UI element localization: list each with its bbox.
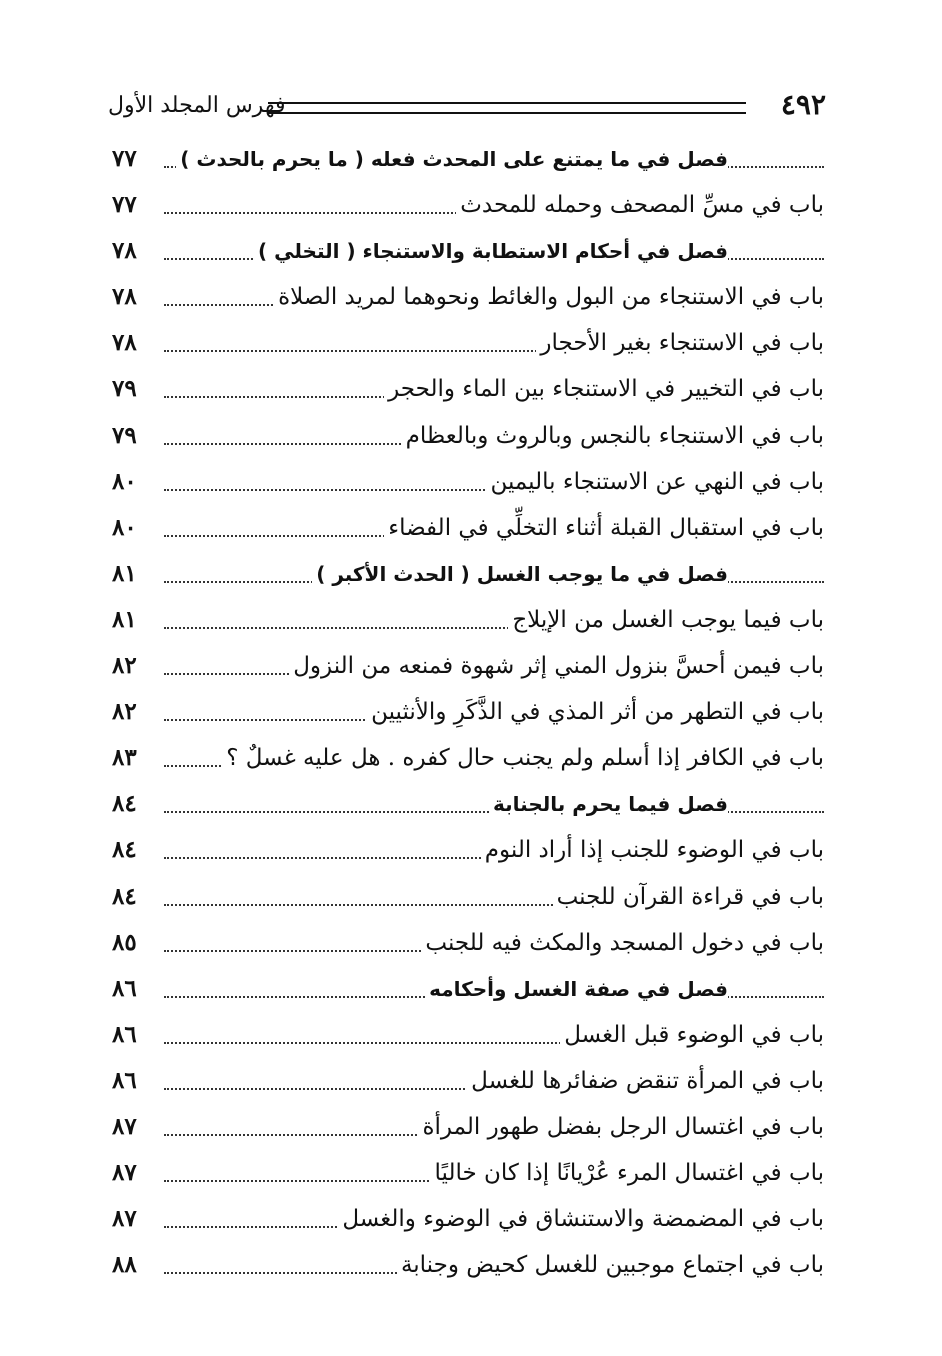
- section-heading: فصل في أحكام الاستطابة والاستنجاء ( التخلي ): [254, 236, 728, 266]
- page-reference: ٧٧: [112, 191, 137, 219]
- chapter-title: باب فيما يوجب الغسل من الإيلاج: [508, 605, 824, 635]
- header-double-rule: [268, 102, 746, 114]
- page-reference: ٨٣: [112, 744, 137, 772]
- page-reference: ٧٩: [112, 421, 137, 449]
- page-reference: ٧٨: [112, 237, 137, 265]
- chapter-title: باب في الاستنجاء بغير الأحجار: [536, 328, 824, 358]
- page-header: [108, 86, 826, 126]
- page-reference: ٨٨: [112, 1251, 137, 1279]
- chapter-title: باب في الكافر إذا أسلم ولم يجنب حال كفره . هل عليه غسلٌ ؟: [222, 743, 824, 773]
- toc-section-row: [112, 781, 824, 827]
- chapter-title: باب في الاستنجاء بالنجس وبالروث وبالعظام: [402, 421, 824, 451]
- section-heading: فصل في ما يمتنع على المحدث فعله ( ما يحرم بالحدث ): [176, 144, 728, 174]
- page-reference: ٨٧: [112, 1205, 137, 1233]
- toc-chapter-row: [112, 1242, 824, 1288]
- page-reference: ٧٨: [112, 329, 137, 357]
- toc-chapter-row: [112, 1058, 824, 1104]
- toc-chapter-row: [112, 827, 824, 873]
- chapter-title: باب في قراءة القرآن للجنب: [553, 882, 824, 912]
- page-reference: ٨٦: [112, 974, 137, 1002]
- chapter-title: باب فيمن أحسَّ بنزول المني إثر شهوة فمنعه من النزول: [289, 651, 824, 681]
- toc-chapter-row: [112, 1150, 824, 1196]
- page-reference: ٨٠: [112, 513, 137, 541]
- page-reference: ٨٢: [112, 652, 137, 680]
- toc-chapter-row: [112, 735, 824, 781]
- chapter-title: باب في المضمضة والاستنشاق في الوضوء والغسل: [338, 1204, 824, 1234]
- toc-section-row: [112, 228, 824, 274]
- toc-section-row: [112, 966, 824, 1012]
- toc-chapter-row: [112, 459, 824, 505]
- page-reference: ٨٦: [112, 1020, 137, 1048]
- chapter-title: باب في النهي عن الاستنجاء باليمين: [486, 467, 824, 497]
- chapter-title: باب في المرأة تنقض ضفائرها للغسل: [467, 1066, 824, 1096]
- section-heading: فصل في صفة الغسل وأحكامه: [425, 974, 728, 1004]
- page-reference: ٨٤: [112, 790, 137, 818]
- chapter-title: باب في الوضوء قبل الغسل: [560, 1020, 824, 1050]
- toc-chapter-row: [112, 874, 824, 920]
- page-reference: ٧٧: [112, 145, 137, 172]
- chapter-title: باب في اغتسال الرجل بفضل طهور المرأة: [418, 1112, 824, 1142]
- toc-chapter-row: [112, 320, 824, 366]
- table-of-contents: [112, 136, 824, 1288]
- toc-chapter-row: [112, 366, 824, 412]
- toc-chapter-row: [112, 1196, 824, 1242]
- chapter-title: باب في الوضوء للجنب إذا أراد النوم: [481, 835, 824, 865]
- page-reference: ٧٨: [112, 283, 137, 311]
- page-reference: ٨٦: [112, 1066, 137, 1094]
- chapter-title: باب في التطهر من أثر المذي في الذَّكَرِ والأنثيين: [367, 697, 824, 727]
- page-number: ٤٩٢: [780, 88, 826, 121]
- page-reference: ٨٠: [112, 467, 137, 495]
- toc-chapter-row: [112, 1012, 824, 1058]
- page-reference: ٨٢: [112, 698, 137, 726]
- chapter-title: باب في دخول المسجد والمكث فيه للجنب: [421, 928, 824, 958]
- page-reference: ٨٤: [112, 836, 137, 864]
- page-reference: ٨١: [112, 605, 137, 633]
- page-reference: ٨٥: [112, 928, 137, 956]
- toc-chapter-row: [112, 689, 824, 735]
- page-reference: ٨٧: [112, 1159, 137, 1187]
- toc-chapter-row: [112, 597, 824, 643]
- section-heading: فصل فيما يحرم بالجنابة: [489, 789, 728, 819]
- page-reference: ٨٤: [112, 882, 137, 910]
- page-reference: ٨١: [112, 559, 137, 587]
- toc-chapter-row: [112, 505, 824, 551]
- chapter-title: باب في مسِّ المصحف وحمله للمحدث: [456, 190, 824, 220]
- toc-section-row: [112, 551, 824, 597]
- toc-section-row: [112, 136, 824, 182]
- toc-chapter-row: [112, 413, 824, 459]
- chapter-title: باب في التخيير في الاستنجاء بين الماء والحجر: [384, 374, 824, 404]
- toc-chapter-row: [112, 643, 824, 689]
- chapter-title: باب في اغتسال المرء عُرْيانًا إذا كان خاليًا: [431, 1158, 824, 1188]
- page-reference: ٧٩: [112, 375, 137, 403]
- chapter-title: باب في اجتماع موجبين للغسل كحيض وجنابة: [397, 1250, 824, 1280]
- chapter-title: باب في استقبال القبلة أثناء التخلِّي في الفضاء: [384, 513, 824, 543]
- running-title: فهرس المجلد الأول: [108, 93, 286, 118]
- toc-chapter-row: [112, 182, 824, 228]
- chapter-title: باب في الاستنجاء من البول والغائط ونحوهما لمريد الصلاة: [274, 282, 824, 312]
- toc-chapter-row: [112, 920, 824, 966]
- page-reference: ٨٧: [112, 1112, 137, 1140]
- section-heading: فصل في ما يوجب الغسل ( الحدث الأكبر ): [312, 559, 728, 589]
- toc-chapter-row: [112, 274, 824, 320]
- toc-chapter-row: [112, 1104, 824, 1150]
